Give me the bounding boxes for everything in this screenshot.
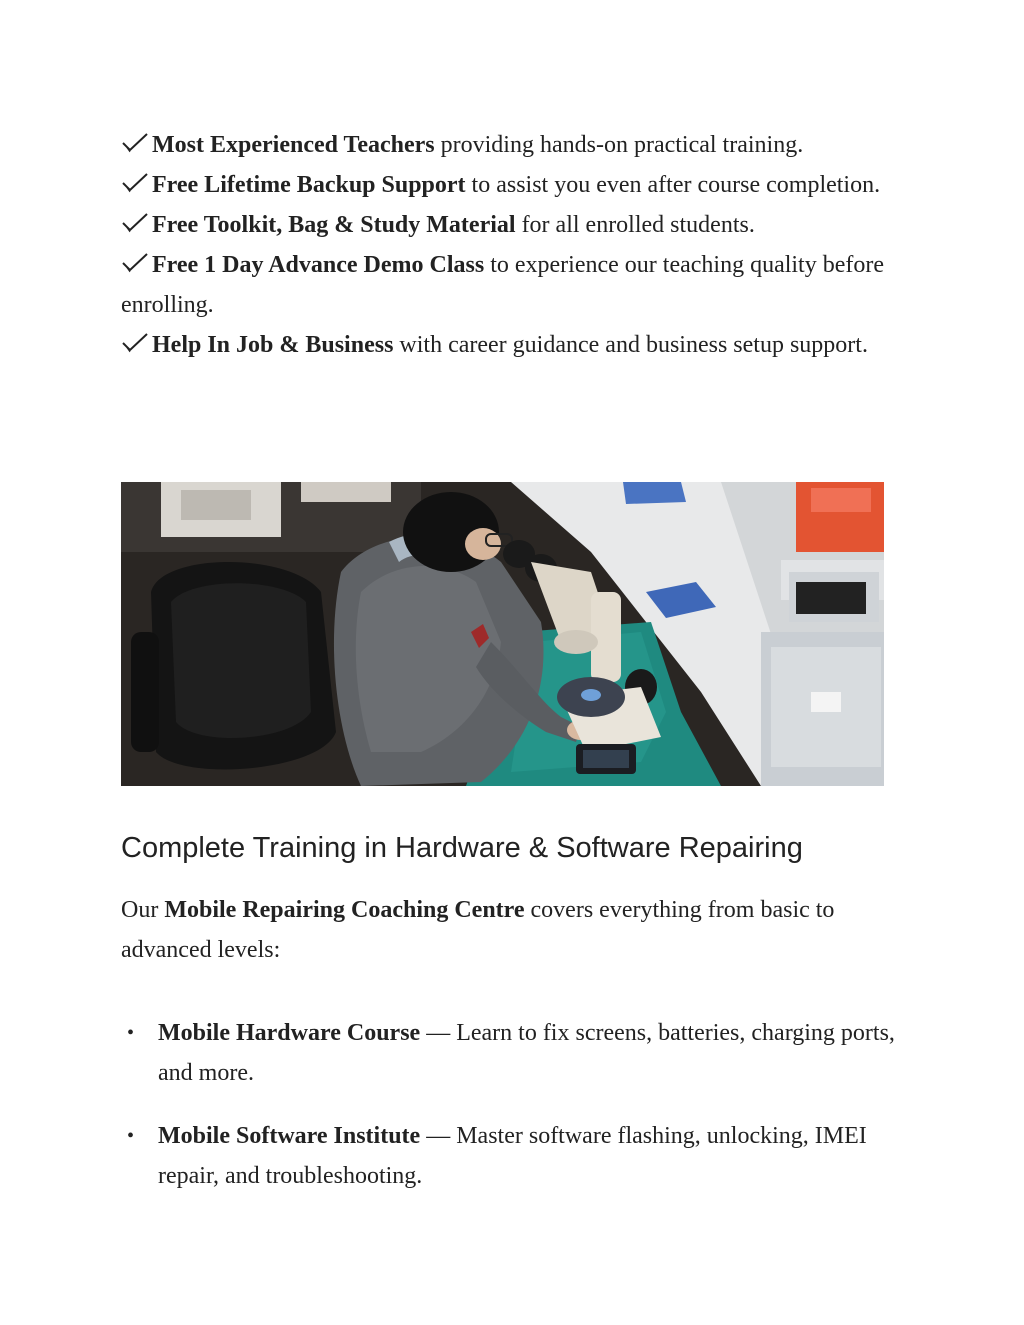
course-title: Mobile Hardware Course (158, 1020, 421, 1046)
section-heading: Complete Training in Hardware & Software Repairing (121, 832, 803, 864)
course-text: — Master software flashing, unlocking, IMEI repair, and troubleshooting. (158, 1123, 867, 1189)
feature-title: Most Experienced Teachers (152, 132, 435, 158)
check-mark-icon (121, 252, 149, 274)
check-mark-icon (121, 332, 149, 354)
feature-title: Free Toolkit, Bag & Study Material (152, 212, 516, 238)
feature-item (121, 245, 901, 325)
intro-text: covers everything from basic to advanced levels: (121, 897, 835, 963)
check-mark-icon (121, 132, 149, 154)
feature-title: Help In Job & Business (152, 332, 394, 358)
course-list (121, 1013, 901, 1219)
feature-text: to experience our teaching quality before enrolling. (121, 252, 885, 318)
feature-text: providing hands-on practical training. (434, 132, 804, 158)
feature-item (121, 165, 901, 205)
course-text: — Learn to fix screens, batteries, charging ports, and more. (158, 1020, 895, 1086)
feature-title: Free 1 Day Advance Demo Class (152, 252, 485, 278)
feature-text: for all enrolled students. (515, 212, 755, 238)
check-mark-icon (121, 212, 149, 234)
check-mark-icon (121, 172, 149, 194)
course-title: Mobile Software Institute (158, 1123, 421, 1149)
feature-text: to assist you even after course completion. (465, 172, 881, 198)
feature-title: Free Lifetime Backup Support (152, 172, 466, 198)
bullet-dot: • (127, 1125, 135, 1147)
feature-list (121, 125, 901, 365)
feature-item (121, 125, 901, 165)
section-intro (121, 890, 901, 970)
feature-item (121, 205, 901, 245)
intro-bold: Mobile Repairing Coaching Centre (164, 897, 525, 923)
list-item (121, 1013, 901, 1093)
feature-text: with career guidance and business setup support. (393, 332, 868, 358)
feature-item (121, 325, 901, 365)
bullet-dot: • (127, 1022, 135, 1044)
technician-microscope-photo (121, 482, 884, 786)
intro-text: Our (121, 897, 165, 923)
list-item (121, 1116, 901, 1196)
